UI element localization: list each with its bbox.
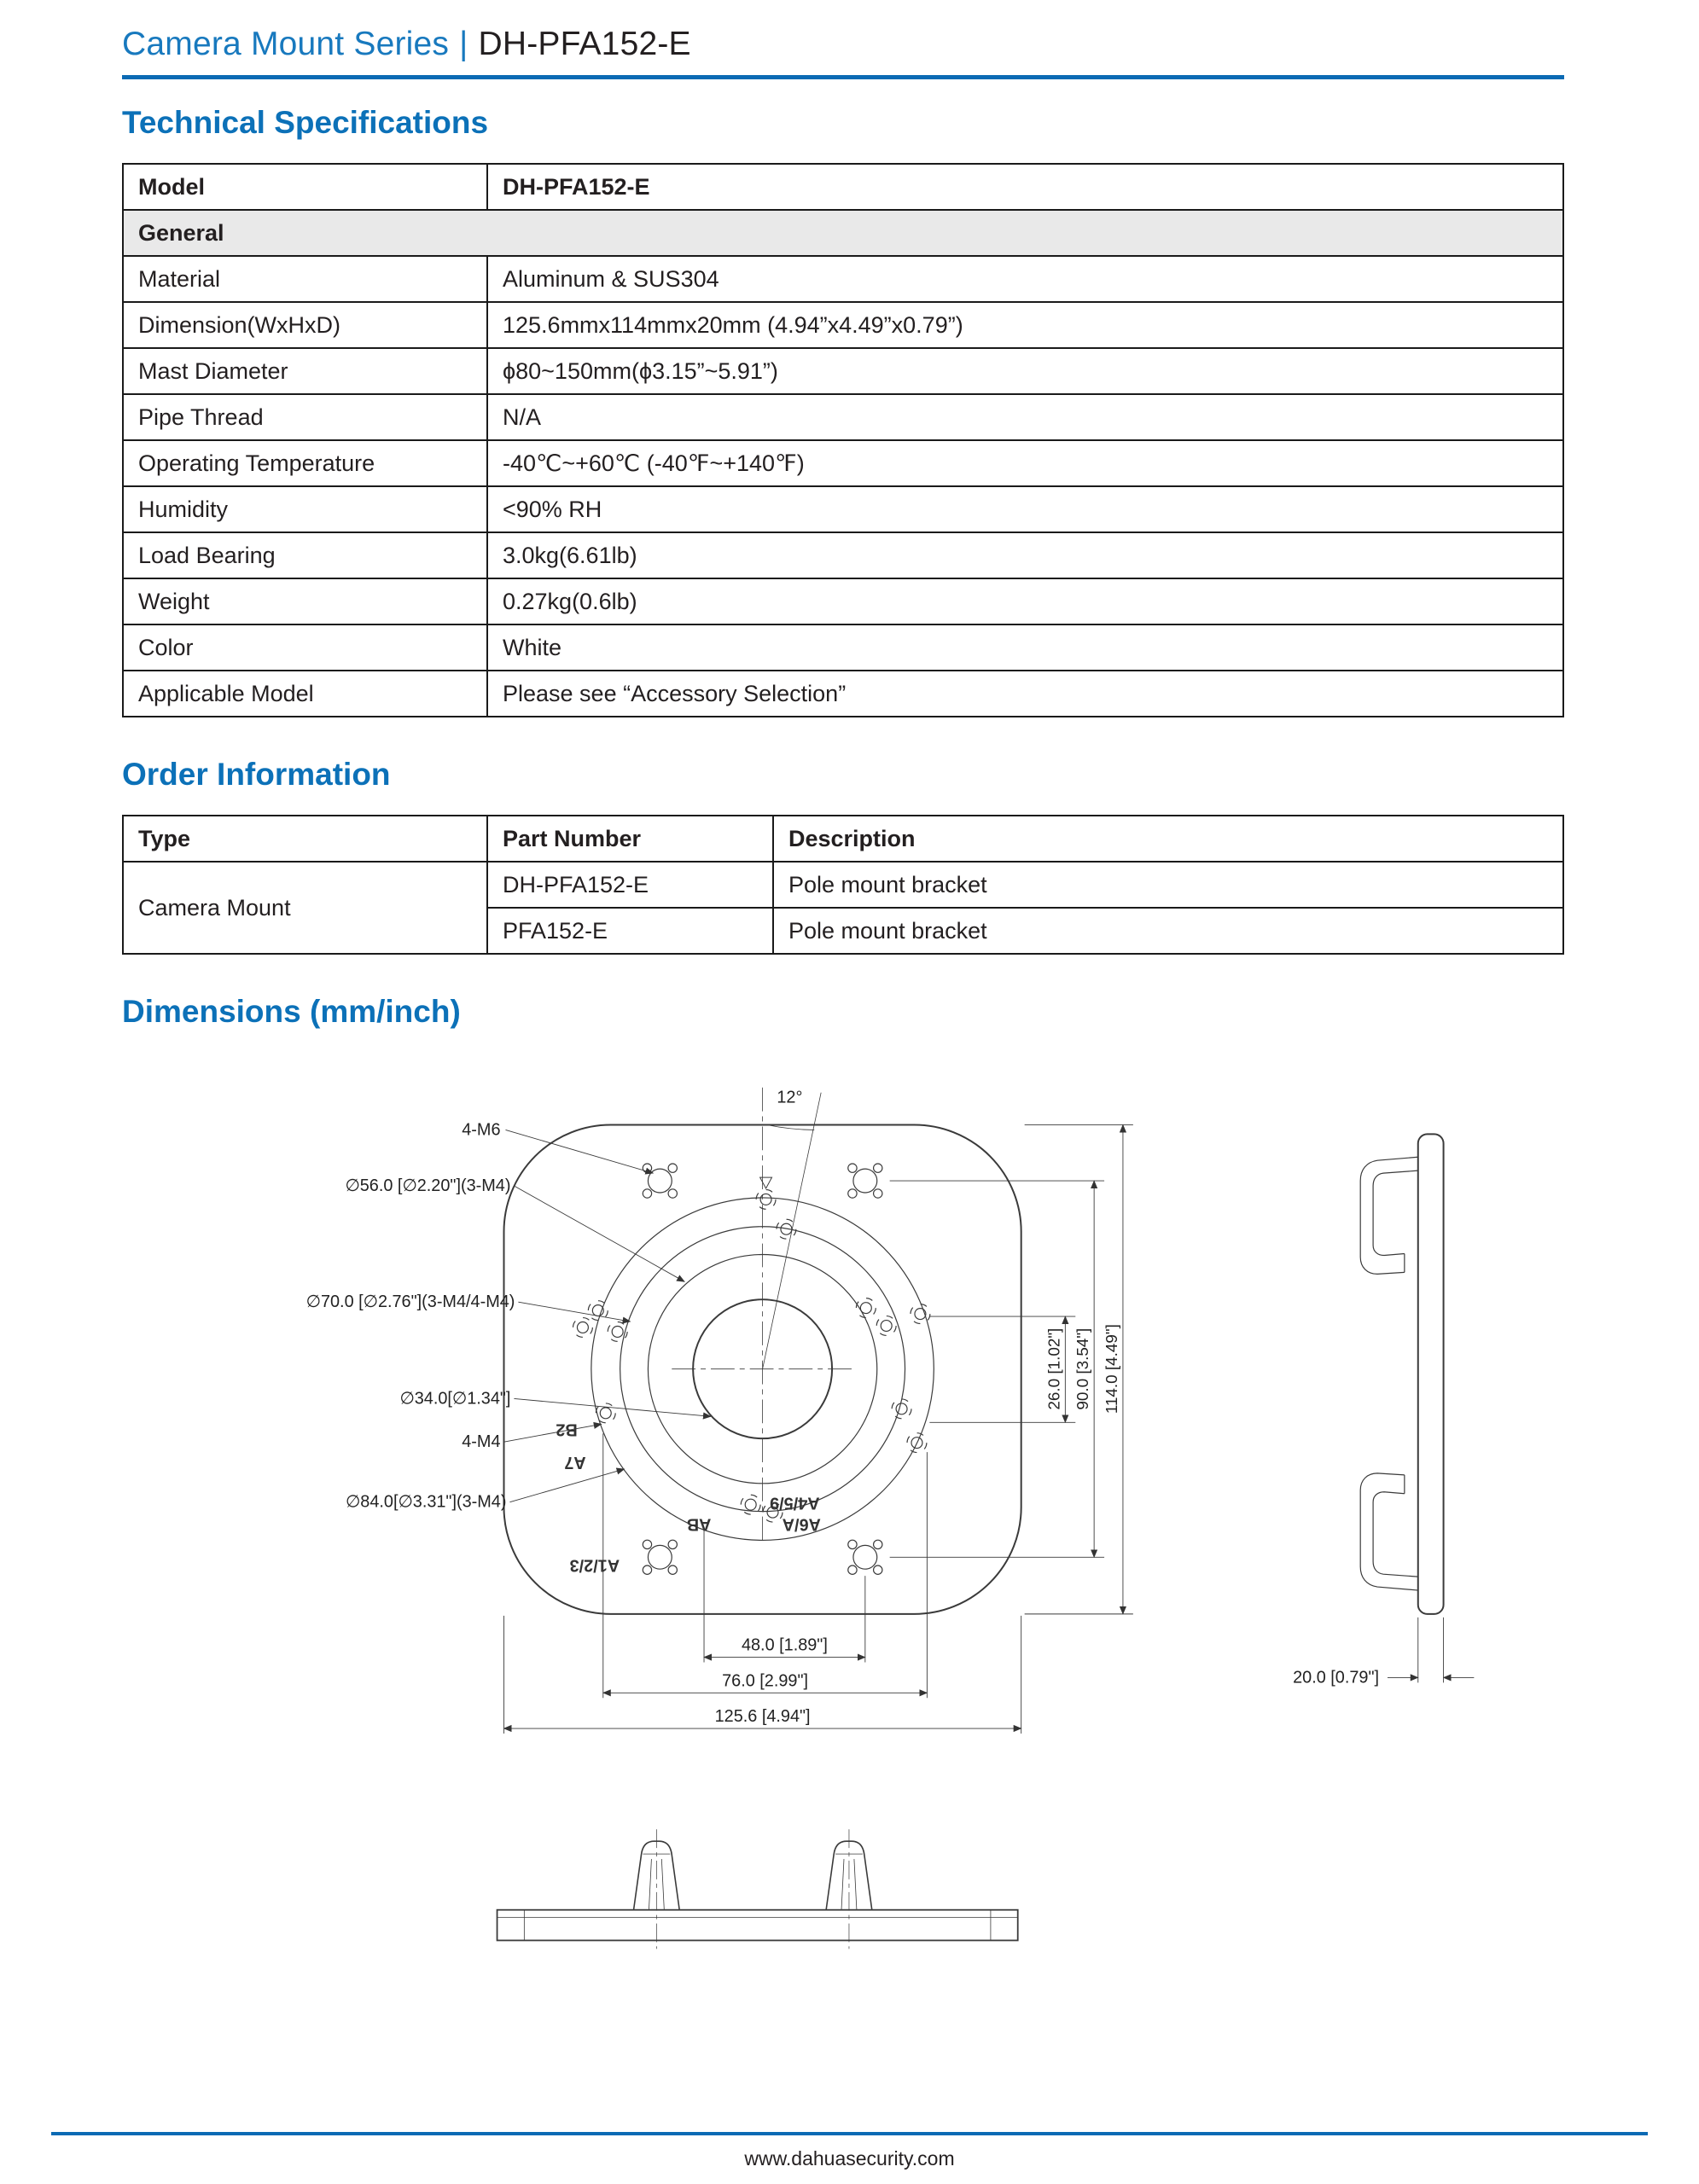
table-row (123, 256, 1563, 302)
spec-label: Operating Temperature (123, 440, 487, 486)
table-row (123, 348, 1563, 394)
table-row (123, 486, 1563, 532)
side-thickness-dimension (1388, 1618, 1474, 1683)
table-row (123, 532, 1563, 578)
order-description: Pole mount bracket (773, 862, 1563, 908)
top-bracket-outer (1360, 1157, 1418, 1274)
stamp-label-a7: A7 (564, 1453, 586, 1472)
top-bracket-inner (1373, 1170, 1418, 1255)
dim-label-114: 114.0 [4.49"] (1103, 1324, 1121, 1414)
mount-hole (608, 1322, 627, 1342)
dimensions-drawing (122, 1054, 1564, 2003)
spec-label: Material (123, 256, 487, 302)
table-row (123, 578, 1563, 624)
corner-hole-cluster (643, 1164, 677, 1198)
stamp-label-a6a: A6/A (782, 1514, 821, 1534)
spec-value: -40℃~+60℃ (-40℉~+140℉) (487, 440, 1563, 486)
spec-label: Mast Diameter (123, 348, 487, 394)
doc-title-series: Camera Mount Series (122, 26, 450, 62)
spec-table (122, 163, 1564, 717)
front-view-plate (504, 1088, 1021, 1614)
spec-label: Applicable Model (123, 671, 487, 717)
callout-4-m4: 4-M4 (462, 1432, 501, 1452)
angle-label: 12° (777, 1088, 803, 1107)
stamp-label-a459: A4/5/9 (770, 1493, 820, 1513)
spec-row-model (123, 164, 1563, 210)
footer-rule (51, 2132, 1648, 2135)
doc-title (122, 26, 1564, 63)
section-title-technical-specifications: Technical Specifications (122, 105, 489, 140)
side-plate-outline (1418, 1134, 1444, 1613)
page-header (122, 26, 1564, 79)
side-view (1360, 1134, 1474, 1682)
boss-right (826, 1829, 872, 1949)
right-dimension-labels (1045, 1324, 1121, 1414)
section-title-dimensions: Dimensions (mm/inch) (122, 994, 461, 1029)
order-part-number: DH-PFA152-E (487, 862, 773, 908)
dim-label-125: 125.6 [4.94"] (714, 1707, 811, 1727)
stamp-label-ab: AB (686, 1514, 712, 1534)
bottom-view (497, 1829, 1018, 1949)
table-row (123, 302, 1563, 348)
table-row (123, 440, 1563, 486)
mount-hole (777, 1219, 796, 1239)
plate-stamp-labels (556, 1420, 821, 1574)
leader-lines (504, 1130, 711, 1502)
spec-value: 125.6mmx114mmx20mm (4.94”x4.49”x0.79”) (487, 302, 1563, 348)
order-type-value: Camera Mount (123, 862, 487, 954)
order-col-part: Part Number (487, 816, 773, 862)
table-row (123, 624, 1563, 671)
table-row (123, 394, 1563, 440)
doc-title-model: DH-PFA152-E (478, 26, 691, 62)
corner-hole-cluster (848, 1540, 882, 1574)
callout-d70: ∅70.0 [∅2.76"](3-M4/4-M4) (305, 1292, 515, 1312)
table-row (123, 671, 1563, 717)
spec-group-label: General (123, 210, 1563, 256)
section-title-order-information: Order Information (122, 757, 391, 792)
mount-hole (573, 1318, 592, 1338)
mount-hole (756, 1189, 776, 1209)
order-col-type: Type (123, 816, 487, 862)
spec-label-model: Model (123, 164, 487, 210)
spec-label: Weight (123, 578, 487, 624)
page-footer (51, 2132, 1648, 2170)
doc-title-separator: | (459, 26, 468, 62)
table-row (123, 862, 1563, 908)
spec-group-row (123, 210, 1563, 256)
datum-triangle-icon (760, 1177, 772, 1188)
spec-value: Aluminum & SUS304 (487, 256, 1563, 302)
bottom-dimension-labels (715, 1636, 828, 1726)
spec-value: <90% RH (487, 486, 1563, 532)
right-dimensions (890, 1124, 1133, 1613)
spec-value: White (487, 624, 1563, 671)
corner-hole-cluster (848, 1164, 882, 1198)
footer-url: www.dahuasecurity.com (744, 2147, 955, 2169)
spec-value: 0.27kg(0.6lb) (487, 578, 1563, 624)
bottom-bracket-inner (1373, 1492, 1418, 1577)
callout-labels (306, 1089, 803, 1512)
spec-value: ϕ80~150mm(ϕ3.15”~5.91”) (487, 348, 1563, 394)
mount-hole (876, 1316, 896, 1336)
spec-value-model: DH-PFA152-E (487, 164, 1563, 210)
dim-label-76: 76.0 [2.99"] (722, 1671, 809, 1691)
callout-d34: ∅34.0[∅1.34"] (399, 1389, 511, 1409)
dim-label-48: 48.0 [1.89"] (741, 1635, 828, 1655)
order-header-row (123, 816, 1563, 862)
spec-label: Humidity (123, 486, 487, 532)
callout-4-m6: 4-M6 (462, 1120, 501, 1140)
dim-label-26: 26.0 [1.02"] (1045, 1327, 1064, 1410)
dim-label-20: 20.0 [0.79"] (1293, 1668, 1380, 1687)
header-rule (122, 75, 1564, 79)
corner-hole-cluster (643, 1540, 677, 1574)
spec-label: Color (123, 624, 487, 671)
spec-value: Please see “Accessory Selection” (487, 671, 1563, 717)
spec-value: 3.0kg(6.61lb) (487, 532, 1563, 578)
stamp-label-a123: A1/2/3 (569, 1555, 620, 1575)
spec-label: Dimension(WxHxD) (123, 302, 487, 348)
boss-left (634, 1829, 680, 1949)
spec-label: Load Bearing (123, 532, 487, 578)
dimensions-drawing-wrap (122, 1054, 1564, 2003)
order-description: Pole mount bracket (773, 908, 1563, 954)
bottom-bracket-outer (1360, 1473, 1418, 1590)
dim-label-90: 90.0 [3.54"] (1074, 1327, 1093, 1410)
order-part-number: PFA152-E (487, 908, 773, 954)
order-col-desc: Description (773, 816, 1563, 862)
spec-label: Pipe Thread (123, 394, 487, 440)
spec-value: N/A (487, 394, 1563, 440)
callout-d84: ∅84.0[∅3.31"](3-M4) (346, 1492, 507, 1512)
order-table (122, 815, 1564, 955)
stamp-label-b2: B2 (556, 1420, 578, 1439)
bottom-plate-outline (497, 1910, 1018, 1941)
callout-d56: ∅56.0 [∅2.20"](3-M4) (345, 1176, 511, 1195)
